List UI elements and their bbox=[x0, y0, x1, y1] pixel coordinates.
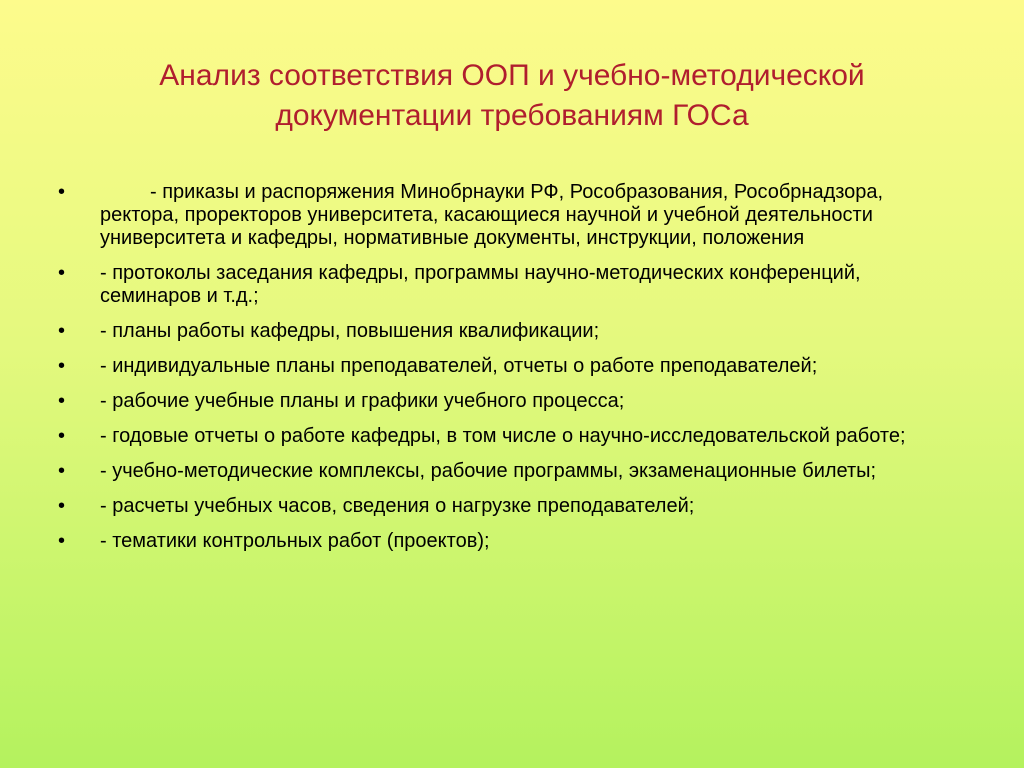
list-item bbox=[58, 355, 938, 378]
list-item bbox=[58, 320, 938, 343]
list-item bbox=[58, 530, 938, 553]
list-item-text: - индивидуальные планы преподавателей, отчеты о работе преподавателей; bbox=[100, 355, 818, 377]
list-item bbox=[58, 425, 938, 448]
list-item-text: - приказы и распоряжения Минобрнауки РФ, Рособразования, Рособрнадзора, ректора, проректоров университета, касающиеся научной и учебной деятельности университета и кафедры, нормативные документы, инструкции, положения bbox=[100, 181, 884, 249]
list-item bbox=[58, 460, 938, 483]
list-item bbox=[58, 262, 938, 308]
bullet-icon: • bbox=[58, 181, 66, 203]
title-line-1: Анализ соответствия ООП и учебно-методической bbox=[159, 59, 865, 92]
bullet-icon: • bbox=[58, 425, 66, 447]
list-item-text: - годовые отчеты о работе кафедры, в том числе о научно-исследовательской работе; bbox=[100, 425, 906, 447]
list-item-text: - расчеты учебных часов, сведения о нагрузке преподавателей; bbox=[100, 495, 695, 517]
list-item-text: - планы работы кафедры, повышения квалификации; bbox=[100, 320, 600, 342]
list-item-text: - протоколы заседания кафедры, программы научно-методических конференций, семинаров и т.д.; bbox=[100, 262, 861, 307]
title-line-2: документации требованиям ГОСа bbox=[275, 99, 749, 132]
list-item bbox=[58, 390, 938, 413]
list-item-text: - учебно-методические комплексы, рабочие программы, экзаменационные билеты; bbox=[100, 460, 877, 482]
list-item-text: - рабочие учебные планы и графики учебного процесса; bbox=[100, 390, 625, 412]
bullet-list bbox=[58, 181, 938, 565]
slide-title bbox=[60, 56, 964, 136]
bullet-icon: • bbox=[58, 320, 66, 342]
bullet-icon: • bbox=[58, 530, 66, 552]
bullet-icon: • bbox=[58, 390, 66, 412]
list-item bbox=[58, 495, 938, 518]
bullet-icon: • bbox=[58, 262, 66, 284]
list-item-text: - тематики контрольных работ (проектов); bbox=[100, 530, 490, 552]
list-item bbox=[58, 181, 938, 250]
bullet-icon: • bbox=[58, 460, 66, 482]
bullet-icon: • bbox=[58, 355, 66, 377]
bullet-icon: • bbox=[58, 495, 66, 517]
